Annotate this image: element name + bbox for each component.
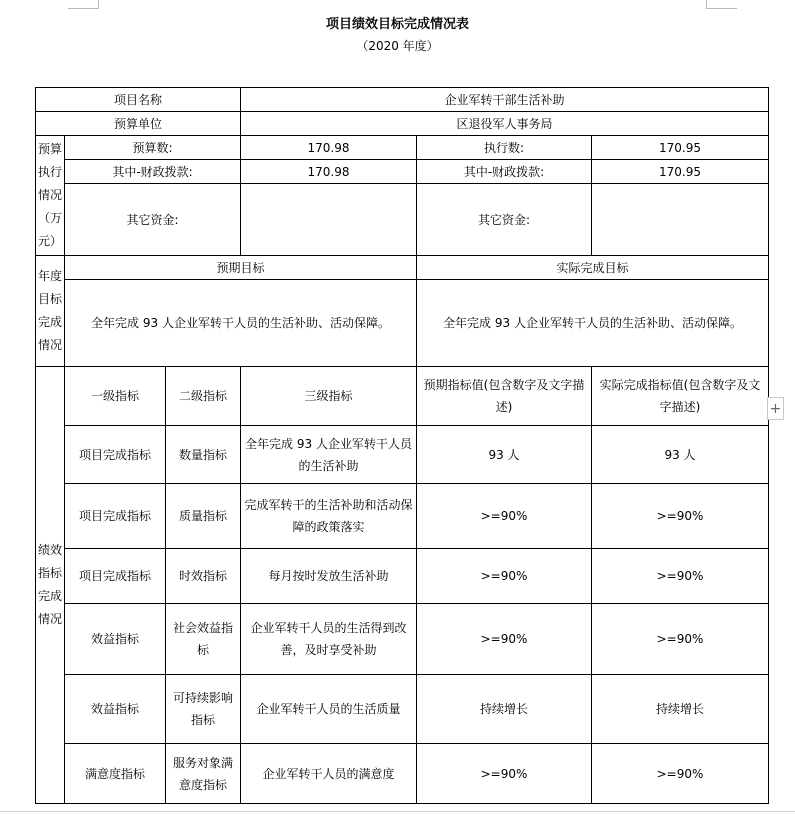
table-row	[36, 549, 769, 604]
indicator-level2: 数量指标	[166, 426, 241, 484]
indicator-expected: 93 人	[417, 426, 592, 484]
budget-amount-value: 170.98	[241, 136, 417, 160]
indicator-expected: >=90%	[417, 549, 592, 604]
page-corner-mark-right	[706, 0, 737, 9]
indicator-actual: >=90%	[592, 484, 769, 549]
indicator-level1: 项目完成指标	[65, 484, 166, 549]
indicator-level1: 项目完成指标	[65, 549, 166, 604]
budget-exec-label: 预算执行情况（万元）	[36, 136, 65, 256]
add-row-button[interactable]: +	[767, 397, 784, 420]
indicator-level2: 时效指标	[166, 549, 241, 604]
other-exec-value	[592, 184, 769, 256]
other-budget-value	[241, 184, 417, 256]
fiscal-budget-value: 170.98	[241, 160, 417, 184]
indicator-level2: 服务对象满意度指标	[166, 744, 241, 804]
performance-label: 绩效指标完成情况	[36, 367, 65, 804]
indicator-level1: 满意度指标	[65, 744, 166, 804]
expected-goal-text: 全年完成 93 人企业军转干人员的生活补助、活动保障。	[65, 280, 417, 367]
document-subtitle: （2020 年度）	[356, 39, 439, 53]
fiscal-budget-label: 其中-财政拨款:	[65, 160, 241, 184]
level1-header: 一级指标	[65, 367, 166, 426]
exec-amount-value: 170.95	[592, 136, 769, 160]
other-funds-row	[36, 184, 769, 256]
fiscal-exec-label: 其中-财政拨款:	[417, 160, 592, 184]
goal-header-row	[36, 256, 769, 280]
indicator-expected: 持续增长	[417, 675, 592, 744]
indicator-level3: 完成军转干的生活补助和活动保障的政策落实	[241, 484, 417, 549]
expected-value-header: 预期指标值(包含数字及文字描述)	[417, 367, 592, 426]
indicator-expected: >=90%	[417, 484, 592, 549]
project-name-label: 项目名称	[36, 88, 241, 112]
level2-header: 二级指标	[166, 367, 241, 426]
indicator-level3: 企业军转干人员的生活得到改善，及时享受补助	[241, 604, 417, 675]
fiscal-row	[36, 160, 769, 184]
exec-amount-label: 执行数:	[417, 136, 592, 160]
performance-table	[35, 87, 769, 804]
page-corner-mark-left	[68, 0, 99, 9]
indicator-level2: 社会效益指标	[166, 604, 241, 675]
project-name-row	[36, 88, 769, 112]
table-row	[36, 744, 769, 804]
fiscal-exec-value: 170.95	[592, 160, 769, 184]
budget-row	[36, 136, 769, 160]
indicator-actual: >=90%	[592, 744, 769, 804]
indicator-level3: 全年完成 93 人企业军转干人员的生活补助	[241, 426, 417, 484]
budget-unit-label: 预算单位	[36, 112, 241, 136]
indicator-actual: 持续增长	[592, 675, 769, 744]
level3-header: 三级指标	[241, 367, 417, 426]
table-row	[36, 604, 769, 675]
document-title: 项目绩效目标完成情况表	[325, 17, 469, 32]
actual-goal-text: 全年完成 93 人企业军转干人员的生活补助、活动保障。	[417, 280, 769, 367]
annual-goal-label: 年度目标完成情况	[36, 256, 65, 367]
indicator-expected: >=90%	[417, 604, 592, 675]
indicator-expected: >=90%	[417, 744, 592, 804]
budget-unit-row	[36, 112, 769, 136]
indicator-header-row	[36, 367, 769, 426]
indicator-actual: >=90%	[592, 549, 769, 604]
table-row	[36, 484, 769, 549]
indicator-level3: 企业军转干人员的满意度	[241, 744, 417, 804]
table-row	[36, 426, 769, 484]
other-budget-label: 其它资金:	[65, 184, 241, 256]
indicator-level1: 效益指标	[65, 675, 166, 744]
actual-value-header: 实际完成指标值(包含数字及文字描述)	[592, 367, 769, 426]
project-name-value: 企业军转干部生活补助	[241, 88, 769, 112]
indicator-actual: >=90%	[592, 604, 769, 675]
indicator-actual: 93 人	[592, 426, 769, 484]
indicator-level3: 企业军转干人员的生活质量	[241, 675, 417, 744]
indicator-level3: 每月按时发放生活补助	[241, 549, 417, 604]
budget-unit-value: 区退役军人事务局	[241, 112, 769, 136]
table-row	[36, 675, 769, 744]
indicator-level2: 质量指标	[166, 484, 241, 549]
expected-goal-header: 预期目标	[65, 256, 417, 280]
indicator-level2: 可持续影响指标	[166, 675, 241, 744]
indicator-level1: 项目完成指标	[65, 426, 166, 484]
indicator-level1: 效益指标	[65, 604, 166, 675]
actual-goal-header: 实际完成目标	[417, 256, 769, 280]
page-bottom-edge	[0, 811, 795, 812]
other-exec-label: 其它资金:	[417, 184, 592, 256]
goal-text-row	[36, 280, 769, 367]
budget-amount-label: 预算数:	[65, 136, 241, 160]
